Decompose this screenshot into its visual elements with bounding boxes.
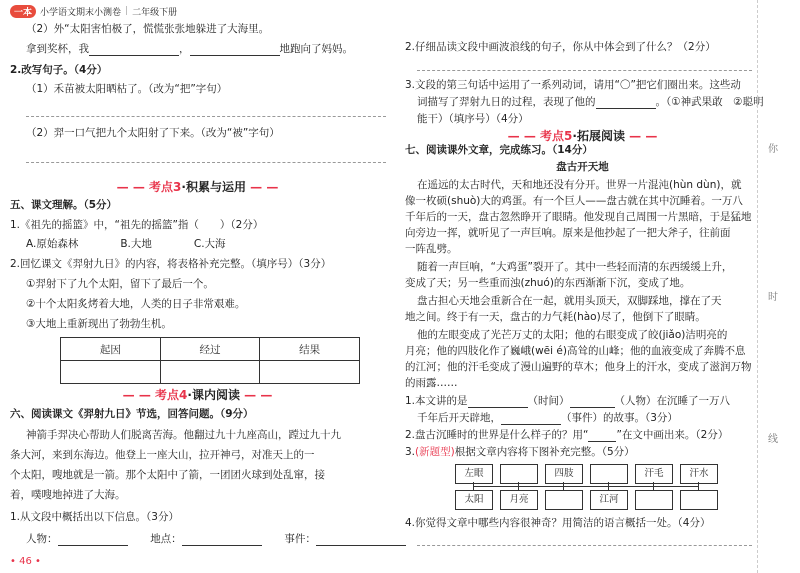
blank-person[interactable]: [58, 545, 128, 546]
table-header-process: 经过: [160, 338, 260, 361]
blank-1[interactable]: [89, 55, 179, 56]
diagram-box-sun: 太阳: [455, 490, 493, 510]
fill-text-b: ，: [179, 43, 190, 55]
story-line: 向旁边一挥，就听见了一声巨响。原来是他抄起了一把大斧子，往前面: [405, 227, 731, 239]
q3-number: 3.: [405, 446, 416, 458]
diagram-box-empty[interactable]: [545, 490, 583, 510]
info-fields: [26, 532, 406, 546]
q6-1: 1.从文段中概括出以下信息。（3分）: [10, 511, 179, 523]
r-q3-a: 3.文段的第三句话中运用了一系列动词，请用“〇”把它们圈出来。这些动: [405, 79, 741, 91]
kp-dot: ·: [187, 388, 192, 402]
table-cell[interactable]: [61, 361, 161, 384]
diagram-tick: [653, 482, 654, 490]
q2-heading: 2.改写句子。（4分）: [10, 64, 108, 76]
kp-dot: ·: [181, 180, 186, 194]
s5-q2: 2.回忆课文《羿射九日》的内容，将表格补充完整。（填序号）（3分）: [10, 258, 332, 270]
answer-line[interactable]: [417, 70, 752, 71]
story-line: 的江河；他的汗毛变成了漫山遍野的草木；他身上的汗水，变成了滋润万物: [405, 361, 752, 373]
story-line: 像一枚硕(shuò)大的鸡蛋。有一个巨人——盘古就在其中沉睡着。一万八: [405, 195, 743, 207]
grade-name: 二年级下册: [132, 7, 178, 18]
passage-line: 着，噗嗖地掉进了大海。: [10, 489, 126, 501]
story-line: 地之间。终于有一天，盘古的力气耗(hào)尽了，他倒下了眼睛。: [405, 311, 706, 323]
header-divider: |: [125, 6, 129, 16]
q1-text-d: 千年后开天辟地，: [417, 412, 501, 424]
blank-2[interactable]: [190, 55, 280, 56]
s7-heading: 七、阅读课外文章，完成练习。（14分）: [405, 144, 593, 156]
fill-text-a: 拿到奖杯，我: [26, 43, 89, 55]
q2-1: （1）禾苗被太阳晒枯了。（改为“把”字句）: [26, 83, 228, 95]
kp-title: 拓展阅读: [576, 129, 625, 143]
brand-logo: 一本: [10, 5, 36, 18]
field-label-person: 人物：: [26, 533, 58, 545]
page-number: • 46 •: [10, 556, 41, 567]
diagram-box-hair: 汗毛: [635, 464, 673, 484]
kp-prefix: 考点: [155, 388, 180, 402]
kp-dot: ·: [572, 129, 577, 143]
q1-text-a: 1.本文讲的是: [405, 395, 468, 407]
q2-2: （2）羿一口气把九个太阳射了下来。（改为“被”字句）: [26, 127, 280, 139]
r-q2-world: [405, 428, 728, 442]
r-q2: 2.仔细品读文段中画波浪线的句子，你从中体会到了什么？（2分）: [405, 41, 716, 53]
q2-text-b: ”在文中画出来。（2分）: [616, 429, 729, 441]
summary-table: [60, 337, 360, 384]
field-label-event: 事件：: [284, 533, 316, 545]
diagram-box-moon: 月亮: [500, 490, 538, 510]
passage-line: 神箭手羿决心帮助人们脱离苦海。他翻过九十九座高山，蹚过九十九: [26, 429, 341, 441]
s5-q1: 1.《祖先的摇篮》中，“祖先的摇篮”指（ ）（2分）: [10, 219, 264, 231]
r-q1-cont: [417, 411, 678, 425]
section-kp4: [0, 386, 395, 403]
story-line: 变成了天；另一些重而浊(zhuó)的东西渐渐下沉，变成了地。: [405, 277, 691, 289]
blank-event[interactable]: [501, 424, 561, 425]
diagram-box-sweat: 汗水: [680, 464, 718, 484]
blank-person[interactable]: [570, 407, 615, 408]
q1-text-e: （事件）的故事。（3分）: [561, 412, 678, 424]
deco-dash: — —: [624, 129, 658, 143]
diagram-box-left-eye: 左眼: [455, 464, 493, 484]
kp-title: 课内阅读: [191, 388, 240, 402]
diagram-tick: [698, 482, 699, 490]
s5-heading: 五、课文理解。（5分）: [10, 199, 118, 211]
s5-q1-options: A.原始森林 B.大地 C.大海: [26, 238, 226, 250]
table-header-result: 结果: [260, 338, 360, 361]
item-3: ③大地上重新现出了勃勃生机。: [26, 318, 172, 330]
r-q4: 4.你觉得文章中哪些内容很神奇？用简洁的语言概括一处。（4分）: [405, 517, 711, 529]
binding-gutter: [757, 0, 800, 573]
series-name: 小学语文期末小测卷: [40, 7, 122, 18]
field-label-place: 地点：: [150, 533, 182, 545]
new-type-tag: (新题型): [415, 446, 455, 458]
diagram-box-limbs: 四肢: [545, 464, 583, 484]
diagram-box-empty[interactable]: [680, 490, 718, 510]
q2-text-a: 2.盘古沉睡时的世界是什么样子的？用“: [405, 429, 589, 441]
blank-event[interactable]: [316, 545, 406, 546]
section-kp3: [0, 178, 395, 195]
r-q3-diagram: [405, 445, 635, 459]
page-number-value: 46: [19, 556, 32, 567]
diagram-box-empty[interactable]: [500, 464, 538, 484]
r-q1: [405, 394, 730, 408]
story-title: 盘古开天地: [556, 161, 609, 173]
deco-dash: — —: [245, 180, 279, 194]
story-line: 的雨露……: [405, 377, 458, 389]
diagram-box-empty[interactable]: [635, 490, 673, 510]
story-line: 月亮；他的四肢化作了巍峨(wēi é)高耸的山峰；他的血液变成了奔腾不息: [405, 345, 746, 357]
fill-sentence: [26, 42, 353, 56]
gutter-char: 线: [768, 434, 778, 445]
story-line: 千年后的一天，盘古忽然睁开了眼睛。他发现自己周围一片黑暗，于是猛地: [405, 211, 752, 223]
blank-place[interactable]: [182, 545, 262, 546]
story-line: 他的左眼变成了光芒万丈的太阳；他的右眼变成了皎(jiǎo)洁明亮的: [417, 329, 728, 341]
diagram-tick: [473, 482, 474, 490]
q1-text-b: （时间）: [527, 395, 570, 407]
story-line: 一阵乱劈。: [405, 243, 458, 255]
header: [10, 4, 177, 18]
diagram-tick: [563, 482, 564, 490]
story-line: 随着一声巨响，“大鸡蛋”裂开了。其中一些轻而清的东西缓缓上升，: [417, 261, 733, 273]
r-q3-d: 能干）（填序号）（4分）: [417, 113, 529, 125]
answer-line[interactable]: [417, 545, 752, 546]
story-line: 在遥远的太古时代，天和地还没有分开。世界一片混沌(hùn dùn)，就: [417, 179, 742, 191]
deco-dash: — —: [122, 388, 156, 402]
section-kp5: [405, 127, 760, 144]
kp-title: 积累与运用: [185, 180, 246, 194]
item-2: ②十个太阳炙烤着大地，人类的日子非常艰难。: [26, 298, 246, 310]
kp-number: 3: [173, 180, 182, 194]
underline-mark: [588, 441, 616, 442]
s6-heading: 六、阅读课文《羿射九日》节选，回答问题。（9分）: [10, 408, 254, 420]
item-1: ①羿射下了九个太阳，留下了最后一个。: [26, 278, 214, 290]
answer-line[interactable]: [26, 162, 386, 163]
deco-dash: — —: [507, 129, 541, 143]
blank-trait[interactable]: [596, 108, 656, 109]
story-line: 盘古担心天地会重新合在一起，就用头顶天，双脚踩地，撑在了天: [417, 295, 722, 307]
sentence-1: （2）外“太阳害怕极了，慌慌张张地躲进了大海里。: [26, 23, 270, 35]
fill-text-c: 地跑向了妈妈。: [279, 43, 353, 55]
q1-text-c: （人物）在沉睡了一万八: [614, 395, 731, 407]
deco-dash: — —: [239, 388, 273, 402]
r-q3-b: [417, 95, 764, 109]
kp-number: 4: [179, 388, 188, 402]
kp-prefix: 考点: [540, 129, 565, 143]
diagram-tick: [608, 482, 609, 490]
diagram-box-river: 江河: [590, 490, 628, 510]
table-header-cause: 起因: [61, 338, 161, 361]
kp-number: 5: [564, 129, 573, 143]
table-cell[interactable]: [260, 361, 360, 384]
passage-line: 个太阳，嗖地就是一箭。那个太阳中了箭，一团团火球到处乱窜，接: [10, 469, 325, 481]
blank-time[interactable]: [468, 407, 528, 408]
diagram-tick: [518, 482, 519, 490]
r-q3-options: 。（①神武果敢 ②聪明: [655, 96, 764, 108]
q3-text: 根据文章内容将下图补充完整。（5分）: [454, 446, 635, 458]
kp-prefix: 考点: [149, 180, 174, 194]
passage-line: 条大河，来到东海边。他登上一座大山，拉开神弓，对准天上的一: [10, 449, 315, 461]
deco-dash: — —: [116, 180, 150, 194]
diagram-line: [473, 486, 699, 487]
gutter-char: 你: [768, 144, 778, 155]
diagram-box-empty[interactable]: [590, 464, 628, 484]
table-cell[interactable]: [160, 361, 260, 384]
gutter-char: 时: [768, 292, 778, 303]
r-q3-text: 词描写了羿射九日的过程，表现了他的: [417, 96, 596, 108]
answer-line[interactable]: [26, 116, 386, 117]
